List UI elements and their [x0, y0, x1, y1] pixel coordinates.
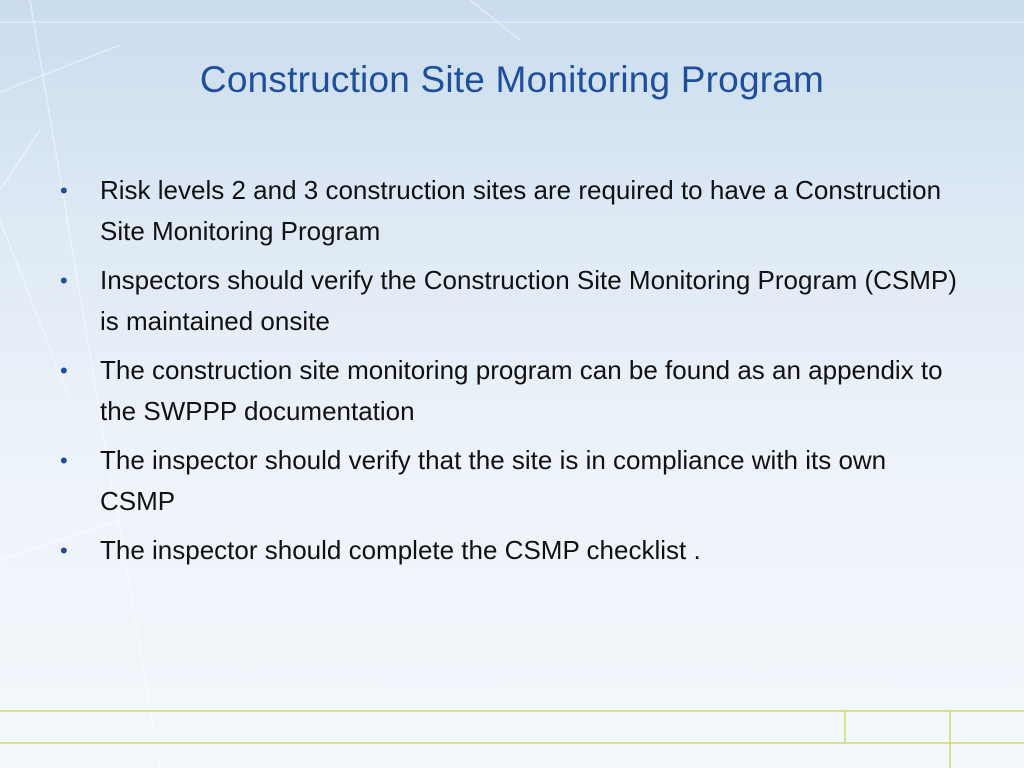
bullet-icon: •	[60, 358, 68, 383]
slide-title: Construction Site Monitoring Program	[199, 59, 825, 100]
bullet-text: The inspector should complete the CSMP checklist .	[100, 535, 701, 565]
bullet-icon: •	[60, 538, 68, 563]
bullet-text: The construction site monitoring program can be found as an appendix to the SWPPP documentation	[100, 355, 943, 426]
bullet-icon: •	[60, 268, 68, 293]
bullet-icon: •	[60, 178, 68, 203]
list-item	[60, 350, 960, 432]
footer-lines	[0, 711, 1024, 768]
list-item	[60, 530, 960, 571]
list-item	[60, 260, 960, 342]
bullet-icon: •	[60, 448, 68, 473]
bullet-list	[60, 170, 960, 579]
list-item	[60, 170, 960, 252]
list-item	[60, 440, 960, 522]
bullet-text: The inspector should verify that the site is in compliance with its own CSMP	[100, 445, 887, 516]
bullet-text: Risk levels 2 and 3 construction sites are required to have a Construction Site Monitoring Program	[100, 175, 942, 246]
bullet-text: Inspectors should verify the Construction Site Monitoring Program (CSMP) is maintained onsite	[100, 265, 957, 336]
